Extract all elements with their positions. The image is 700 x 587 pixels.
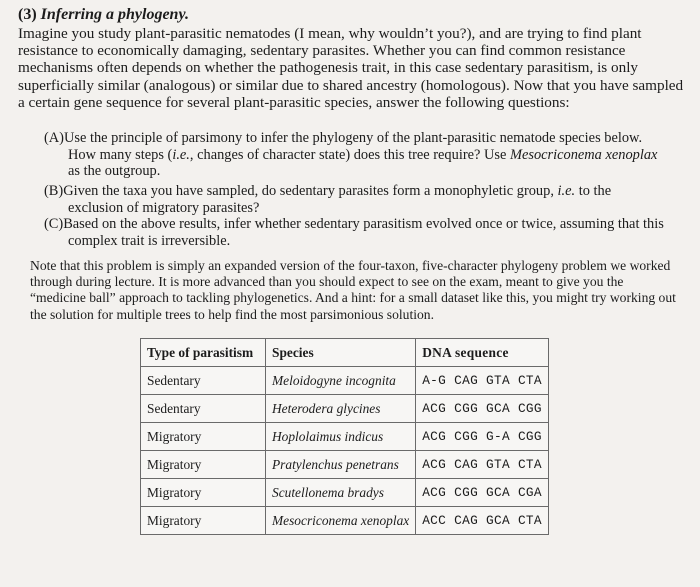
cell-species: Hoplolaimus indicus <box>266 423 416 451</box>
table-row <box>141 367 549 395</box>
cell-species: Heterodera glycines <box>266 395 416 423</box>
header-type: Type of parasitism <box>141 339 266 367</box>
problem-title-text: Inferring a phylogeny. <box>40 6 189 23</box>
cell-dna: ACG CAG GTA CTA <box>416 451 549 479</box>
cell-species: Pratylenchus penetrans <box>266 451 416 479</box>
question-b-label: (B) <box>44 183 64 199</box>
question-c-label: (C) <box>44 216 64 232</box>
question-c-line1: Based on the above results, infer whether sedentary parasitism evolved once or twice, assuming that this <box>63 216 664 232</box>
table-row <box>141 479 549 507</box>
cell-type: Migratory <box>141 507 266 535</box>
problem-number: (3) <box>18 6 41 23</box>
cell-dna: ACG CGG G-A CGG <box>416 423 549 451</box>
cell-dna: ACG CGG GCA CGG <box>416 395 549 423</box>
question-b: (B)Given the taxa you have sampled, do sedentary parasites form a monophyletic group, i.e. to the exclusion of migratory parasites? <box>44 183 684 216</box>
header-species: Species <box>266 339 416 367</box>
cell-type: Sedentary <box>141 395 266 423</box>
table-row <box>141 451 549 479</box>
header-dna: DNA sequence <box>416 339 549 367</box>
question-a-line2: How many steps (i.e., changes of character state) does this tree require? Use Mesocriconema xenoplax <box>68 146 658 163</box>
cell-type: Migratory <box>141 479 266 507</box>
cell-dna: A-G CAG GTA CTA <box>416 367 549 395</box>
question-c <box>44 216 684 249</box>
question-a-line1: Use the principle of parsimony to infer the phylogeny of the plant-parasitic nematode species below. <box>63 130 643 146</box>
cell-species: Scutellonema bradys <box>266 479 416 507</box>
cell-dna: ACC CAG GCA CTA <box>416 507 549 535</box>
table-row <box>141 507 549 535</box>
question-c-line2: complex trait is irreversible. <box>68 232 231 249</box>
cell-type: Migratory <box>141 423 266 451</box>
question-a-line3: as the outgroup. <box>68 163 161 179</box>
cell-species: Meloidogyne incognita <box>266 367 416 395</box>
table-row <box>141 423 549 451</box>
question-a <box>44 130 684 180</box>
table-header-row <box>141 339 549 367</box>
cell-type: Migratory <box>141 451 266 479</box>
question-a-label: (A) <box>44 130 64 146</box>
cell-species: Mesocriconema xenoplax <box>266 507 416 535</box>
question-b-line2: exclusion of migratory parasites? <box>68 199 260 216</box>
note-paragraph: Note that this problem is simply an expanded version of the four-taxon, five-character phylogeny problem we worked through during lecture. It is more advanced than you should expect to see on the exam, meant to give you the “medicine ball” approach to tackling phylogenetics. And a hint: for a small dataset like this, you might try working out the solution for multiple trees to help find the most parsimonious solution. <box>30 258 676 322</box>
problem-intro: Imagine you study plant-parasitic nematodes (I mean, why wouldn’t you?), and are trying to find plant resistance to economically damaging, sedentary parasites. Whether you can find common resistance mechanisms often depends on whether the pathogenesis trait, in this case sedentary parasitism, is only superficially similar (analogous) or similar due to shared ancestry (homologous). Now that you have sampled a certain gene sequence for several plant-parasitic species, answer the following questions: <box>18 25 684 111</box>
sequence-table <box>140 338 549 535</box>
problem-title <box>18 6 189 24</box>
table-row <box>141 395 549 423</box>
cell-type: Sedentary <box>141 367 266 395</box>
cell-dna: ACG CGG GCA CGA <box>416 479 549 507</box>
